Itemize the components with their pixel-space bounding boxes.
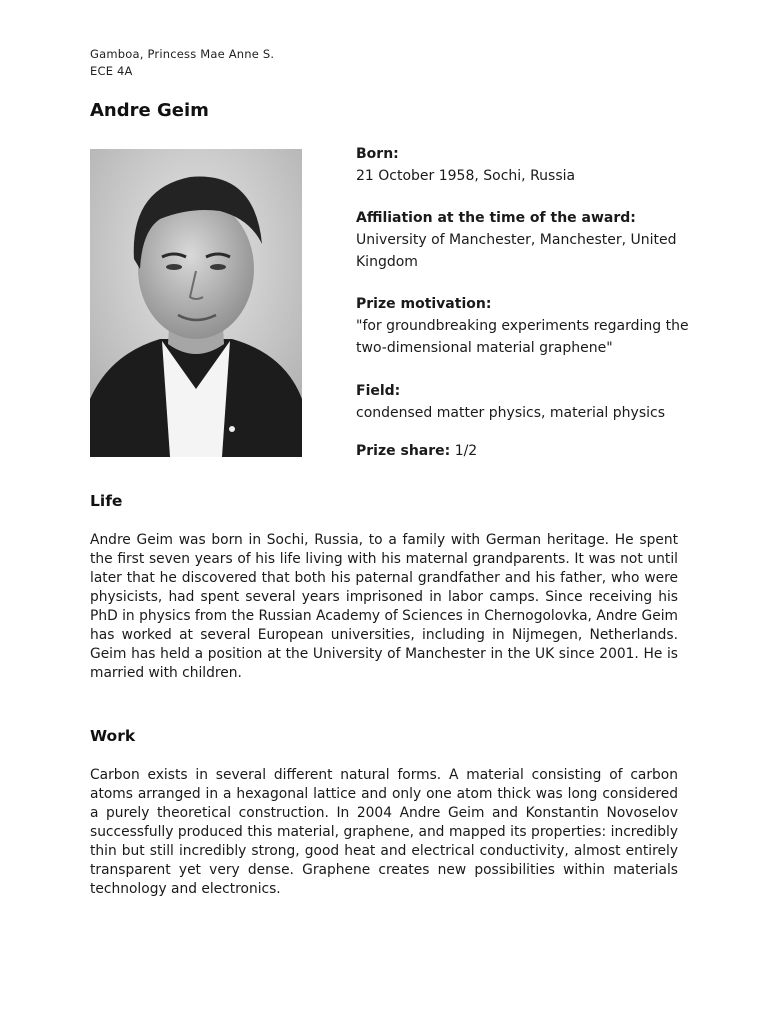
fact-motivation: [356, 293, 696, 359]
fact-affiliation: [356, 207, 686, 273]
motivation-label: Prize motivation:: [356, 296, 492, 312]
field-label: Field:: [356, 383, 401, 399]
work-heading: Work: [90, 727, 136, 745]
fact-field: [356, 380, 696, 424]
fact-born: [356, 143, 575, 187]
life-paragraph: Andre Geim was born in Sochi, Russia, to a family with German heritage. He spent the first seven years of his life living with his maternal grandparents. It was not until later that he discovered that both his paternal grandfather and his father, who were physicists, had spent several years imprisoned in labor camps. Since receiving his PhD in physics from the Russian Academy of Sciences in Chernogolovka, Andre Geim has worked at several European universities, including in Nijmegen, Netherlands. Geim has held a position at the University of Manchester in the UK since 2001. He is married with children.: [90, 532, 678, 681]
life-heading: Life: [90, 492, 123, 510]
work-paragraph: Carbon exists in several different natural forms. A material consisting of carbon atoms arranged in a hexagonal lattice and only one atom thick was long considered a purely theoretical construction. In 2004 Andre Geim and Konstantin Novoselov successfully produced this material, graphene, and mapped its properties: incredibly thin but still incredibly strong, good heat and electrical conductivity, almost entirely transparent yet very dense. Graphene creates new possibilities within materials technology and electronics.: [90, 767, 678, 897]
field-value: condensed matter physics, material physics: [356, 405, 665, 421]
share-value: 1/2: [454, 443, 478, 459]
share-label: Prize share:: [356, 443, 451, 459]
class-name: ECE 4A: [90, 64, 133, 78]
born-value: 21 October 1958, Sochi, Russia: [356, 168, 576, 184]
motivation-value: "for groundbreaking experiments regarding the two-dimensional material graphene": [356, 318, 689, 356]
portrait-illustration: [90, 149, 302, 457]
affiliation-value: University of Manchester, Manchester, United Kingdom: [356, 232, 677, 270]
author-name: Gamboa, Princess Mae Anne S.: [90, 47, 275, 61]
affiliation-label: Affiliation at the time of the award:: [356, 210, 636, 226]
page-title: Andre Geim: [90, 100, 209, 121]
fact-prize-share: [356, 440, 477, 462]
portrait-photo: [90, 149, 302, 457]
born-label: Born:: [356, 146, 399, 162]
